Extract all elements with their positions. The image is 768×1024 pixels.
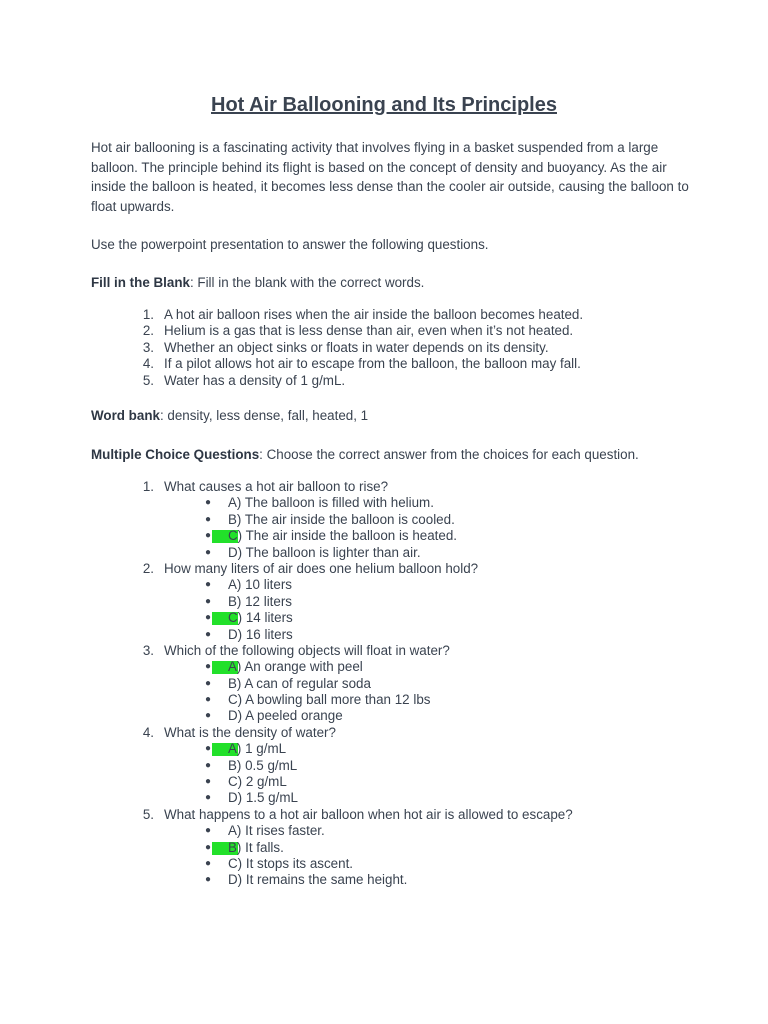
- bullet-icon: ●: [205, 857, 212, 869]
- option-text: B) 0.5 g/mL: [228, 757, 298, 773]
- answer-option: [0, 872, 768, 888]
- option-text: D) It remains the same height.: [228, 872, 408, 888]
- answer-option: [0, 823, 768, 839]
- bullet-icon: ●: [205, 628, 212, 640]
- option-text: C) 2 g/mL: [228, 774, 287, 790]
- bullet-icon: ●: [205, 677, 212, 689]
- bullet-icon: ●: [205, 661, 212, 673]
- question-text: How many liters of air does one helium balloon hold?: [164, 560, 479, 576]
- question-text: What causes a hot air balloon to rise?: [164, 479, 389, 494]
- bullet-icon: ●: [205, 513, 212, 525]
- option-text: B) It falls.: [228, 839, 284, 855]
- option-text: C) 14 liters: [228, 610, 293, 626]
- bullet-icon: ●: [205, 710, 212, 722]
- word-bank-words: : density, less dense, fall, heated, 1: [159, 408, 369, 423]
- option-text: B) 12 liters: [228, 593, 292, 609]
- question: [0, 807, 768, 823]
- option-text: C) It stops its ascent.: [228, 855, 354, 871]
- option-text: A) It rises faster.: [228, 823, 325, 839]
- option-text: B) The air inside the balloon is cooled.: [228, 511, 455, 527]
- fill-in-blank-item: [0, 340, 768, 356]
- item-number: 1.: [142, 307, 154, 322]
- question-text: Which of the following objects will float in water?: [164, 642, 450, 658]
- intro-paragraph: Hot air ballooning is a fascinating activity that involves flying in a basket suspended from a large balloon. The principle behind its flight is based on the concept of density and buoyancy. As the air inside the balloon is heated, it becomes less dense than the cooler air outside, causing the balloon to float upwards.: [91, 140, 689, 214]
- option-text: D) 1.5 g/mL: [228, 790, 298, 806]
- question-number: 3.: [142, 642, 154, 658]
- answer-option: [0, 692, 768, 708]
- option-text: D) A peeled orange: [228, 708, 343, 724]
- bullet-icon: ●: [205, 595, 212, 607]
- question-text: What happens to a hot air balloon when hot air is allowed to escape?: [164, 806, 573, 822]
- option-text: D) The balloon is lighter than air.: [228, 544, 421, 560]
- answer-option: [0, 856, 768, 872]
- bullet-icon: ●: [205, 759, 212, 771]
- fill-in-blank-item: [0, 323, 768, 339]
- answer-option: [0, 594, 768, 610]
- multiple-choice-title: Multiple Choice Questions: [91, 447, 260, 462]
- item-text: A hot air balloon rises when the air inside the balloon becomes heated.: [164, 307, 584, 322]
- question-number: 2.: [142, 560, 154, 576]
- bullet-icon: ●: [205, 841, 212, 853]
- multiple-choice-description: : Choose the correct answer from the choices for each question.: [259, 447, 639, 462]
- item-text: Water has a density of 1 g/mL.: [164, 372, 346, 388]
- bullet-icon: ●: [205, 874, 212, 886]
- word-bank: [91, 406, 691, 426]
- item-text: Helium is a gas that is less dense than air, even when it’s not heated.: [164, 323, 574, 339]
- item-number: 2.: [142, 323, 154, 339]
- bullet-icon: ●: [205, 776, 212, 788]
- bullet-icon: ●: [205, 612, 212, 624]
- multiple-choice-list: [0, 479, 768, 889]
- answer-option: [0, 840, 768, 856]
- fill-in-blank-item: [0, 356, 768, 372]
- option-text: C) A bowling ball more than 12 lbs: [228, 692, 431, 708]
- fill-in-blank-list: [0, 307, 768, 389]
- item-text: If a pilot allows hot air to escape from the balloon, the balloon may fall.: [164, 356, 581, 372]
- bullet-icon: ●: [205, 497, 212, 509]
- bullet-icon: ●: [205, 694, 212, 706]
- answer-option: [0, 676, 768, 692]
- word-bank-title: Word bank: [91, 408, 160, 423]
- question-number: 1.: [142, 479, 154, 494]
- option-text: C) The air inside the balloon is heated.: [228, 528, 458, 544]
- answer-option: [0, 659, 768, 675]
- answer-option: [0, 577, 768, 593]
- option-text: A) 10 liters: [228, 577, 292, 593]
- option-text: D) 16 liters: [228, 626, 293, 642]
- answer-option: [0, 790, 768, 806]
- item-number: 4.: [142, 356, 154, 372]
- bullet-icon: ●: [205, 792, 212, 804]
- bullet-icon: ●: [205, 743, 212, 755]
- question-number: 5.: [142, 806, 154, 822]
- question-number: 4.: [142, 724, 154, 740]
- option-text: A) 1 g/mL: [228, 741, 287, 757]
- answer-option: [0, 774, 768, 790]
- answer-option: [0, 512, 768, 528]
- answer-option: [0, 708, 768, 724]
- question: [0, 725, 768, 741]
- bullet-icon: ●: [205, 825, 212, 837]
- page-title: Hot Air Ballooning and Its Principles: [211, 94, 557, 116]
- fill-in-blank-item: [0, 307, 768, 323]
- question: [0, 561, 768, 577]
- answer-option: [0, 758, 768, 774]
- fill-in-blank-description: : Fill in the blank with the correct words.: [189, 275, 425, 290]
- question: [0, 643, 768, 659]
- option-text: A) An orange with peel: [228, 659, 363, 675]
- question: [0, 479, 768, 495]
- fill-in-blank-title: Fill in the Blank: [91, 275, 190, 290]
- option-text: B) A can of regular soda: [228, 675, 371, 691]
- answer-option: [0, 528, 768, 544]
- option-text: A) The balloon is filled with helium.: [228, 495, 434, 511]
- answer-option: [0, 627, 768, 643]
- answer-option: [0, 610, 768, 626]
- item-number: 5.: [142, 372, 154, 388]
- answer-option: [0, 495, 768, 511]
- item-number: 3.: [142, 339, 154, 355]
- answer-option: [0, 741, 768, 757]
- bullet-icon: ●: [205, 579, 212, 591]
- instruction-paragraph: Use the powerpoint presentation to answer the following questions.: [91, 237, 489, 252]
- fill-in-blank-item: [0, 373, 768, 389]
- answer-option: [0, 545, 768, 561]
- fill-in-blank-heading: [91, 273, 691, 293]
- multiple-choice-heading: [91, 445, 691, 465]
- question-text: What is the density of water?: [164, 724, 336, 740]
- item-text: Whether an object sinks or floats in water depends on its density.: [164, 339, 549, 355]
- bullet-icon: ●: [205, 546, 212, 558]
- bullet-icon: ●: [205, 530, 212, 542]
